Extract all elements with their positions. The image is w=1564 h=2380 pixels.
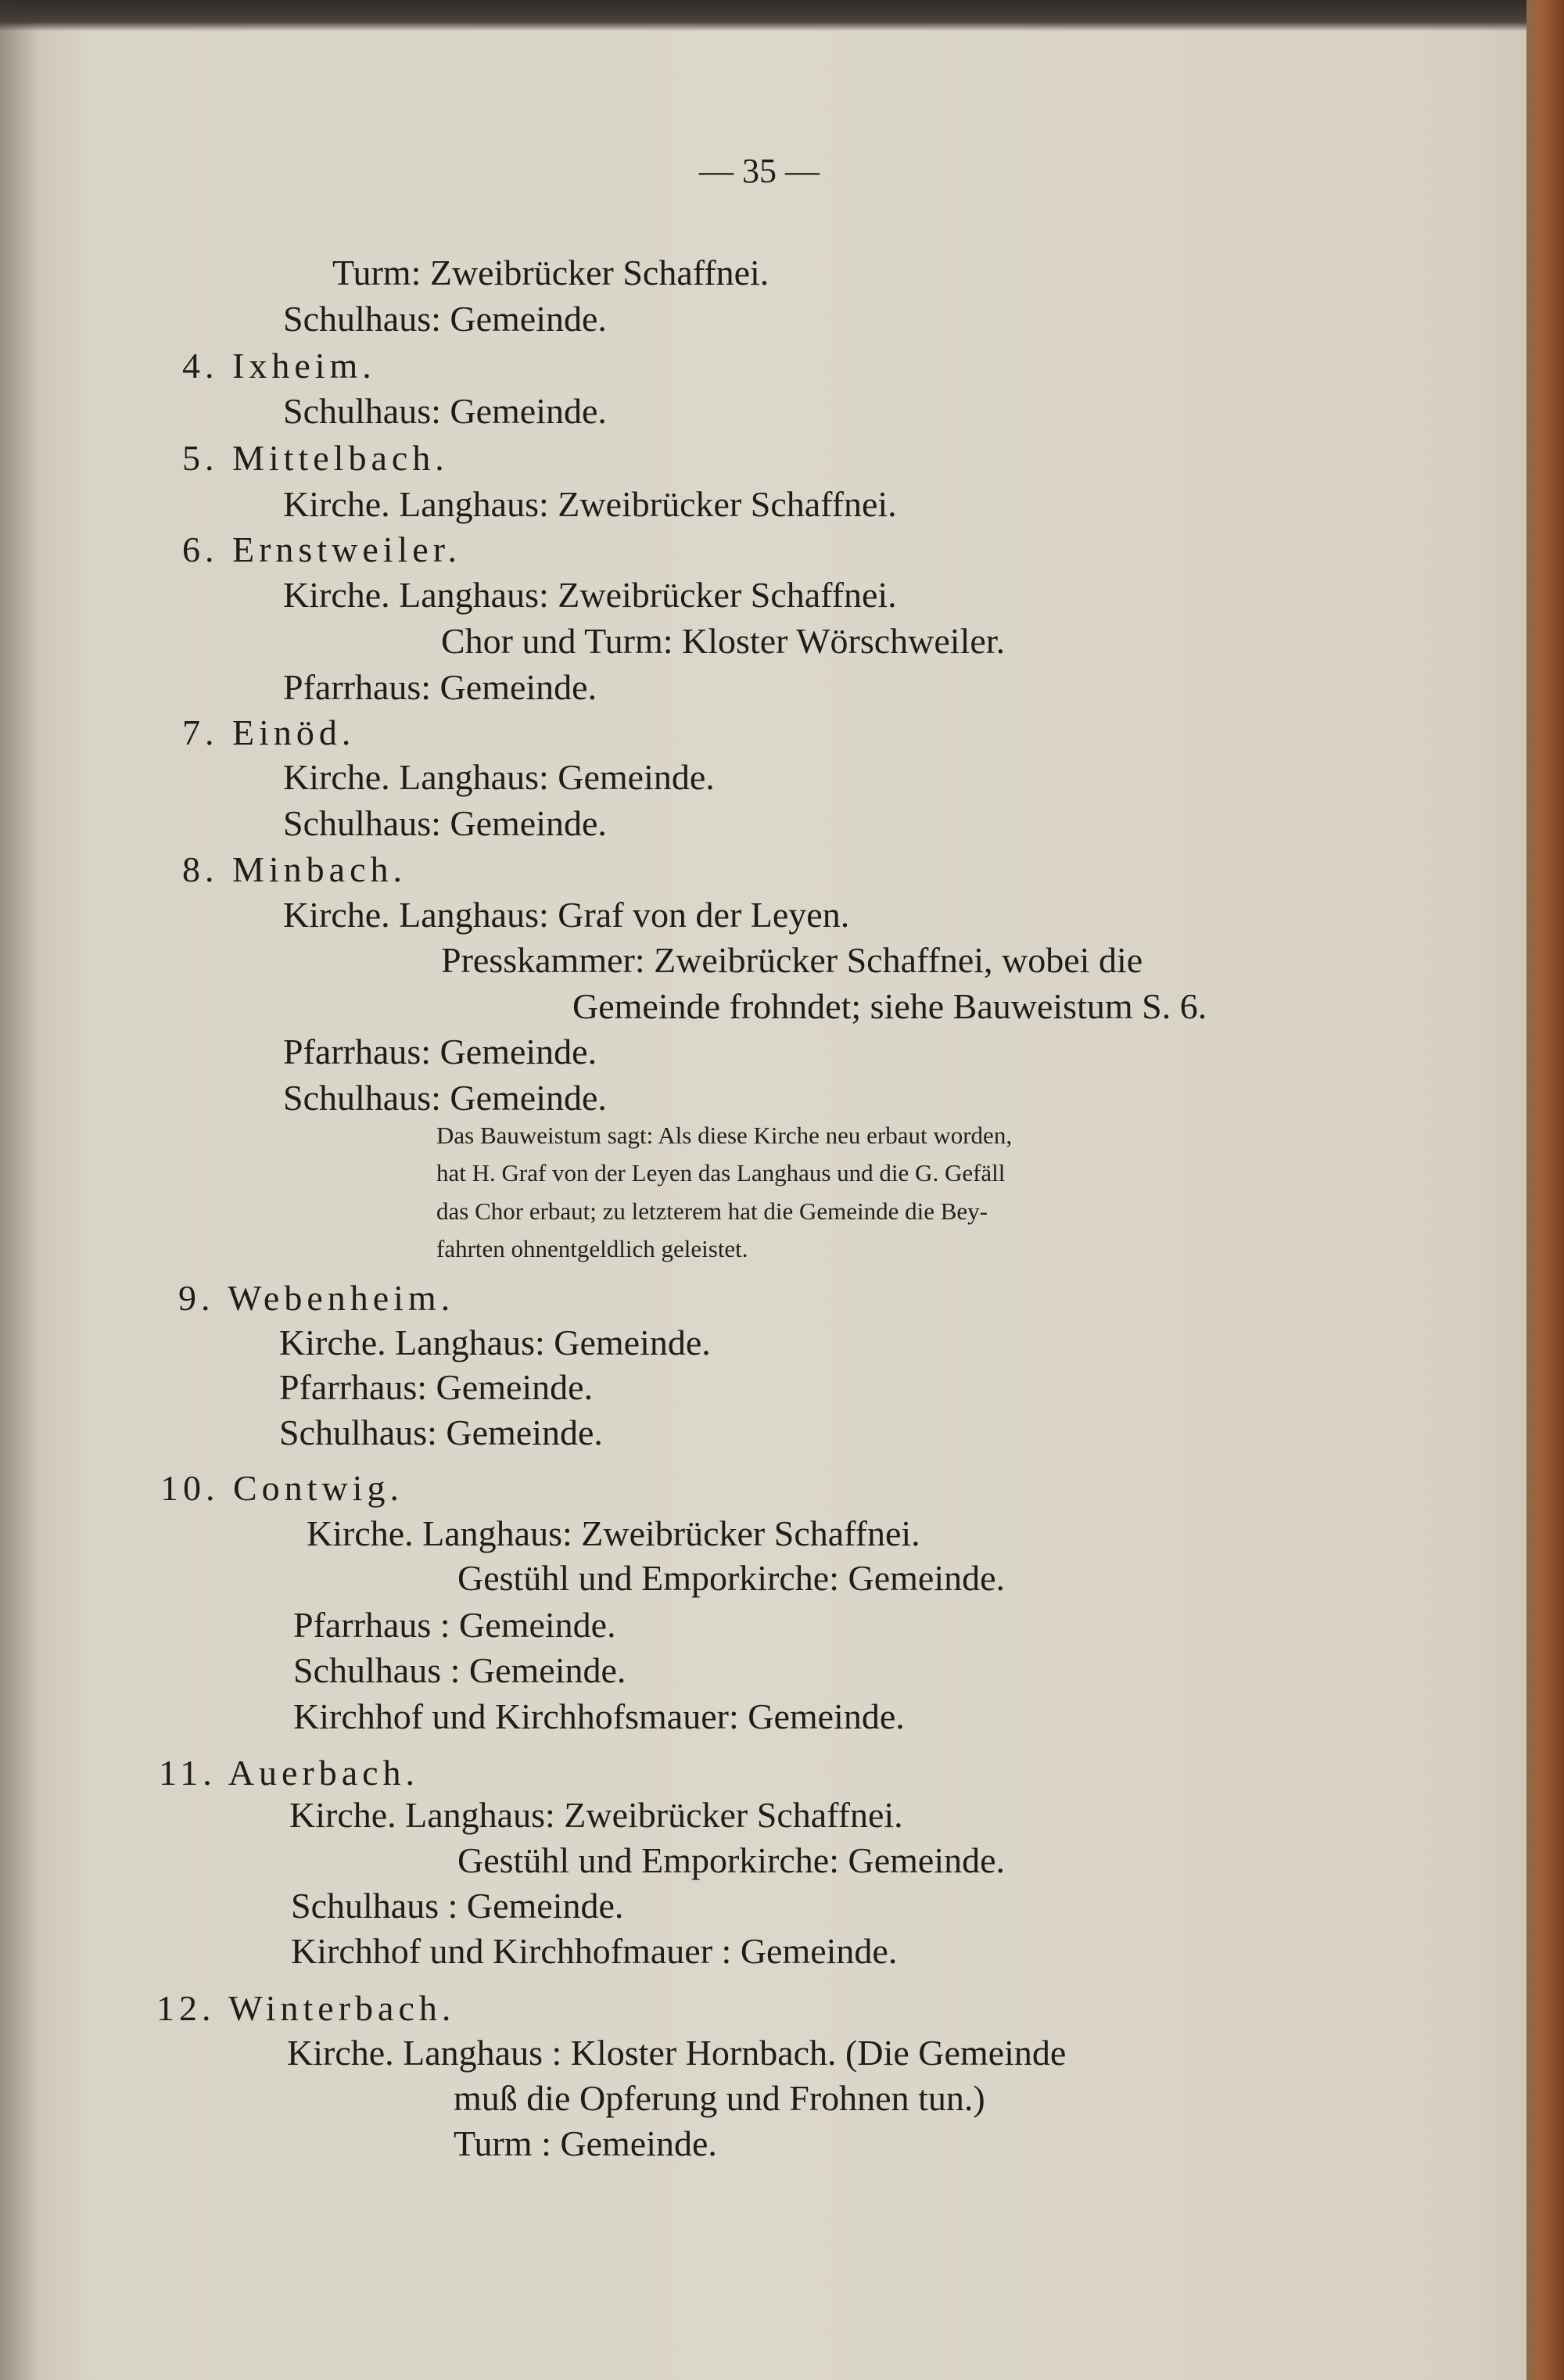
entry-heading-contwig: 10. Contwig. xyxy=(160,1468,404,1508)
text-line: Pfarrhaus: Gemeinde. xyxy=(279,1367,594,1407)
text-line: Chor und Turm: Kloster Wörschweiler. xyxy=(441,621,1006,661)
text-line: Kirche. Langhaus: Zweibrücker Schaffnei. xyxy=(289,1795,903,1835)
entry-heading-ixheim: 4. Ixheim. xyxy=(182,346,376,386)
footnote-line: das Chor erbaut; zu letzterem hat die Gemeinde die Bey- xyxy=(436,1197,988,1225)
text-line: Presskammer: Zweibrücker Schaffnei, wobei die xyxy=(441,940,1143,980)
book-cover-edge xyxy=(1526,0,1564,2380)
footnote-line: Das Bauweistum sagt: Als diese Kirche neu erbaut worden, xyxy=(436,1122,1013,1149)
text-line: Schulhaus: Gemeinde. xyxy=(283,1078,607,1118)
text-line: Turm : Gemeinde. xyxy=(454,2123,717,2163)
binding-shadow xyxy=(0,0,39,2380)
entry-heading-winterbach: 12. Winterbach. xyxy=(156,1988,456,2028)
text-line: Kirche. Langhaus: Graf von der Leyen. xyxy=(283,895,850,935)
footnote-line: hat H. Graf von der Leyen das Langhaus und die G. Gefäll xyxy=(436,1159,1006,1186)
text-line: Pfarrhaus : Gemeinde. xyxy=(293,1605,616,1645)
text-line: Kirche. Langhaus: Zweibrücker Schaffnei. xyxy=(283,575,897,615)
text-line: Pfarrhaus: Gemeinde. xyxy=(283,667,597,707)
page-number: — 35 — xyxy=(699,152,820,190)
text-line: Schulhaus : Gemeinde. xyxy=(291,1886,624,1926)
entry-heading-ernstweiler: 6. Ernstweiler. xyxy=(182,529,461,569)
entry-heading-mittelbach: 5. Mittelbach. xyxy=(182,438,449,478)
text-line: Schulhaus: Gemeinde. xyxy=(279,1413,603,1452)
text-line: Kirchhof und Kirchhofsmauer: Gemeinde. xyxy=(293,1696,905,1736)
text-line: Gestühl und Emporkirche: Gemeinde. xyxy=(457,1558,1006,1598)
entry-heading-einoed: 7. Einöd. xyxy=(182,713,356,752)
text-line: Schulhaus: Gemeinde. xyxy=(283,299,607,339)
text-line: Gemeinde frohndet; siehe Bauweistum S. 6. xyxy=(572,986,1207,1026)
text-line: Kirche. Langhaus: Gemeinde. xyxy=(279,1323,711,1362)
text-line: Schulhaus: Gemeinde. xyxy=(283,391,607,431)
text-line: Kirche. Langhaus: Zweibrücker Schaffnei. xyxy=(283,484,897,524)
text-line: Schulhaus: Gemeinde. xyxy=(283,803,607,843)
text-line-turm-ixheim-prev: Turm: Zweibrücker Schaffnei. xyxy=(332,253,769,293)
text-line: Schulhaus : Gemeinde. xyxy=(293,1650,626,1690)
text-line: Kirche. Langhaus: Zweibrücker Schaffnei. xyxy=(307,1513,920,1553)
text-line: Kirchhof und Kirchhofmauer : Gemeinde. xyxy=(291,1931,898,1971)
footnote-line: fahrten ohnentgeldlich geleistet. xyxy=(436,1235,748,1262)
text-line: Pfarrhaus: Gemeinde. xyxy=(283,1032,597,1072)
text-line: muß die Opferung und Frohnen tun.) xyxy=(454,2078,985,2118)
entry-heading-minbach: 8. Minbach. xyxy=(182,849,407,889)
text-line: Kirche. Langhaus: Gemeinde. xyxy=(283,757,715,797)
text-line: Kirche. Langhaus : Kloster Hornbach. (Die Gemeinde xyxy=(287,2033,1067,2073)
entry-heading-webenheim: 9. Webenheim. xyxy=(178,1278,455,1318)
entry-heading-auerbach: 11. Auerbach. xyxy=(159,1753,420,1793)
page-top-shadow xyxy=(0,0,1564,31)
text-line: Gestühl und Emporkirche: Gemeinde. xyxy=(457,1840,1006,1880)
